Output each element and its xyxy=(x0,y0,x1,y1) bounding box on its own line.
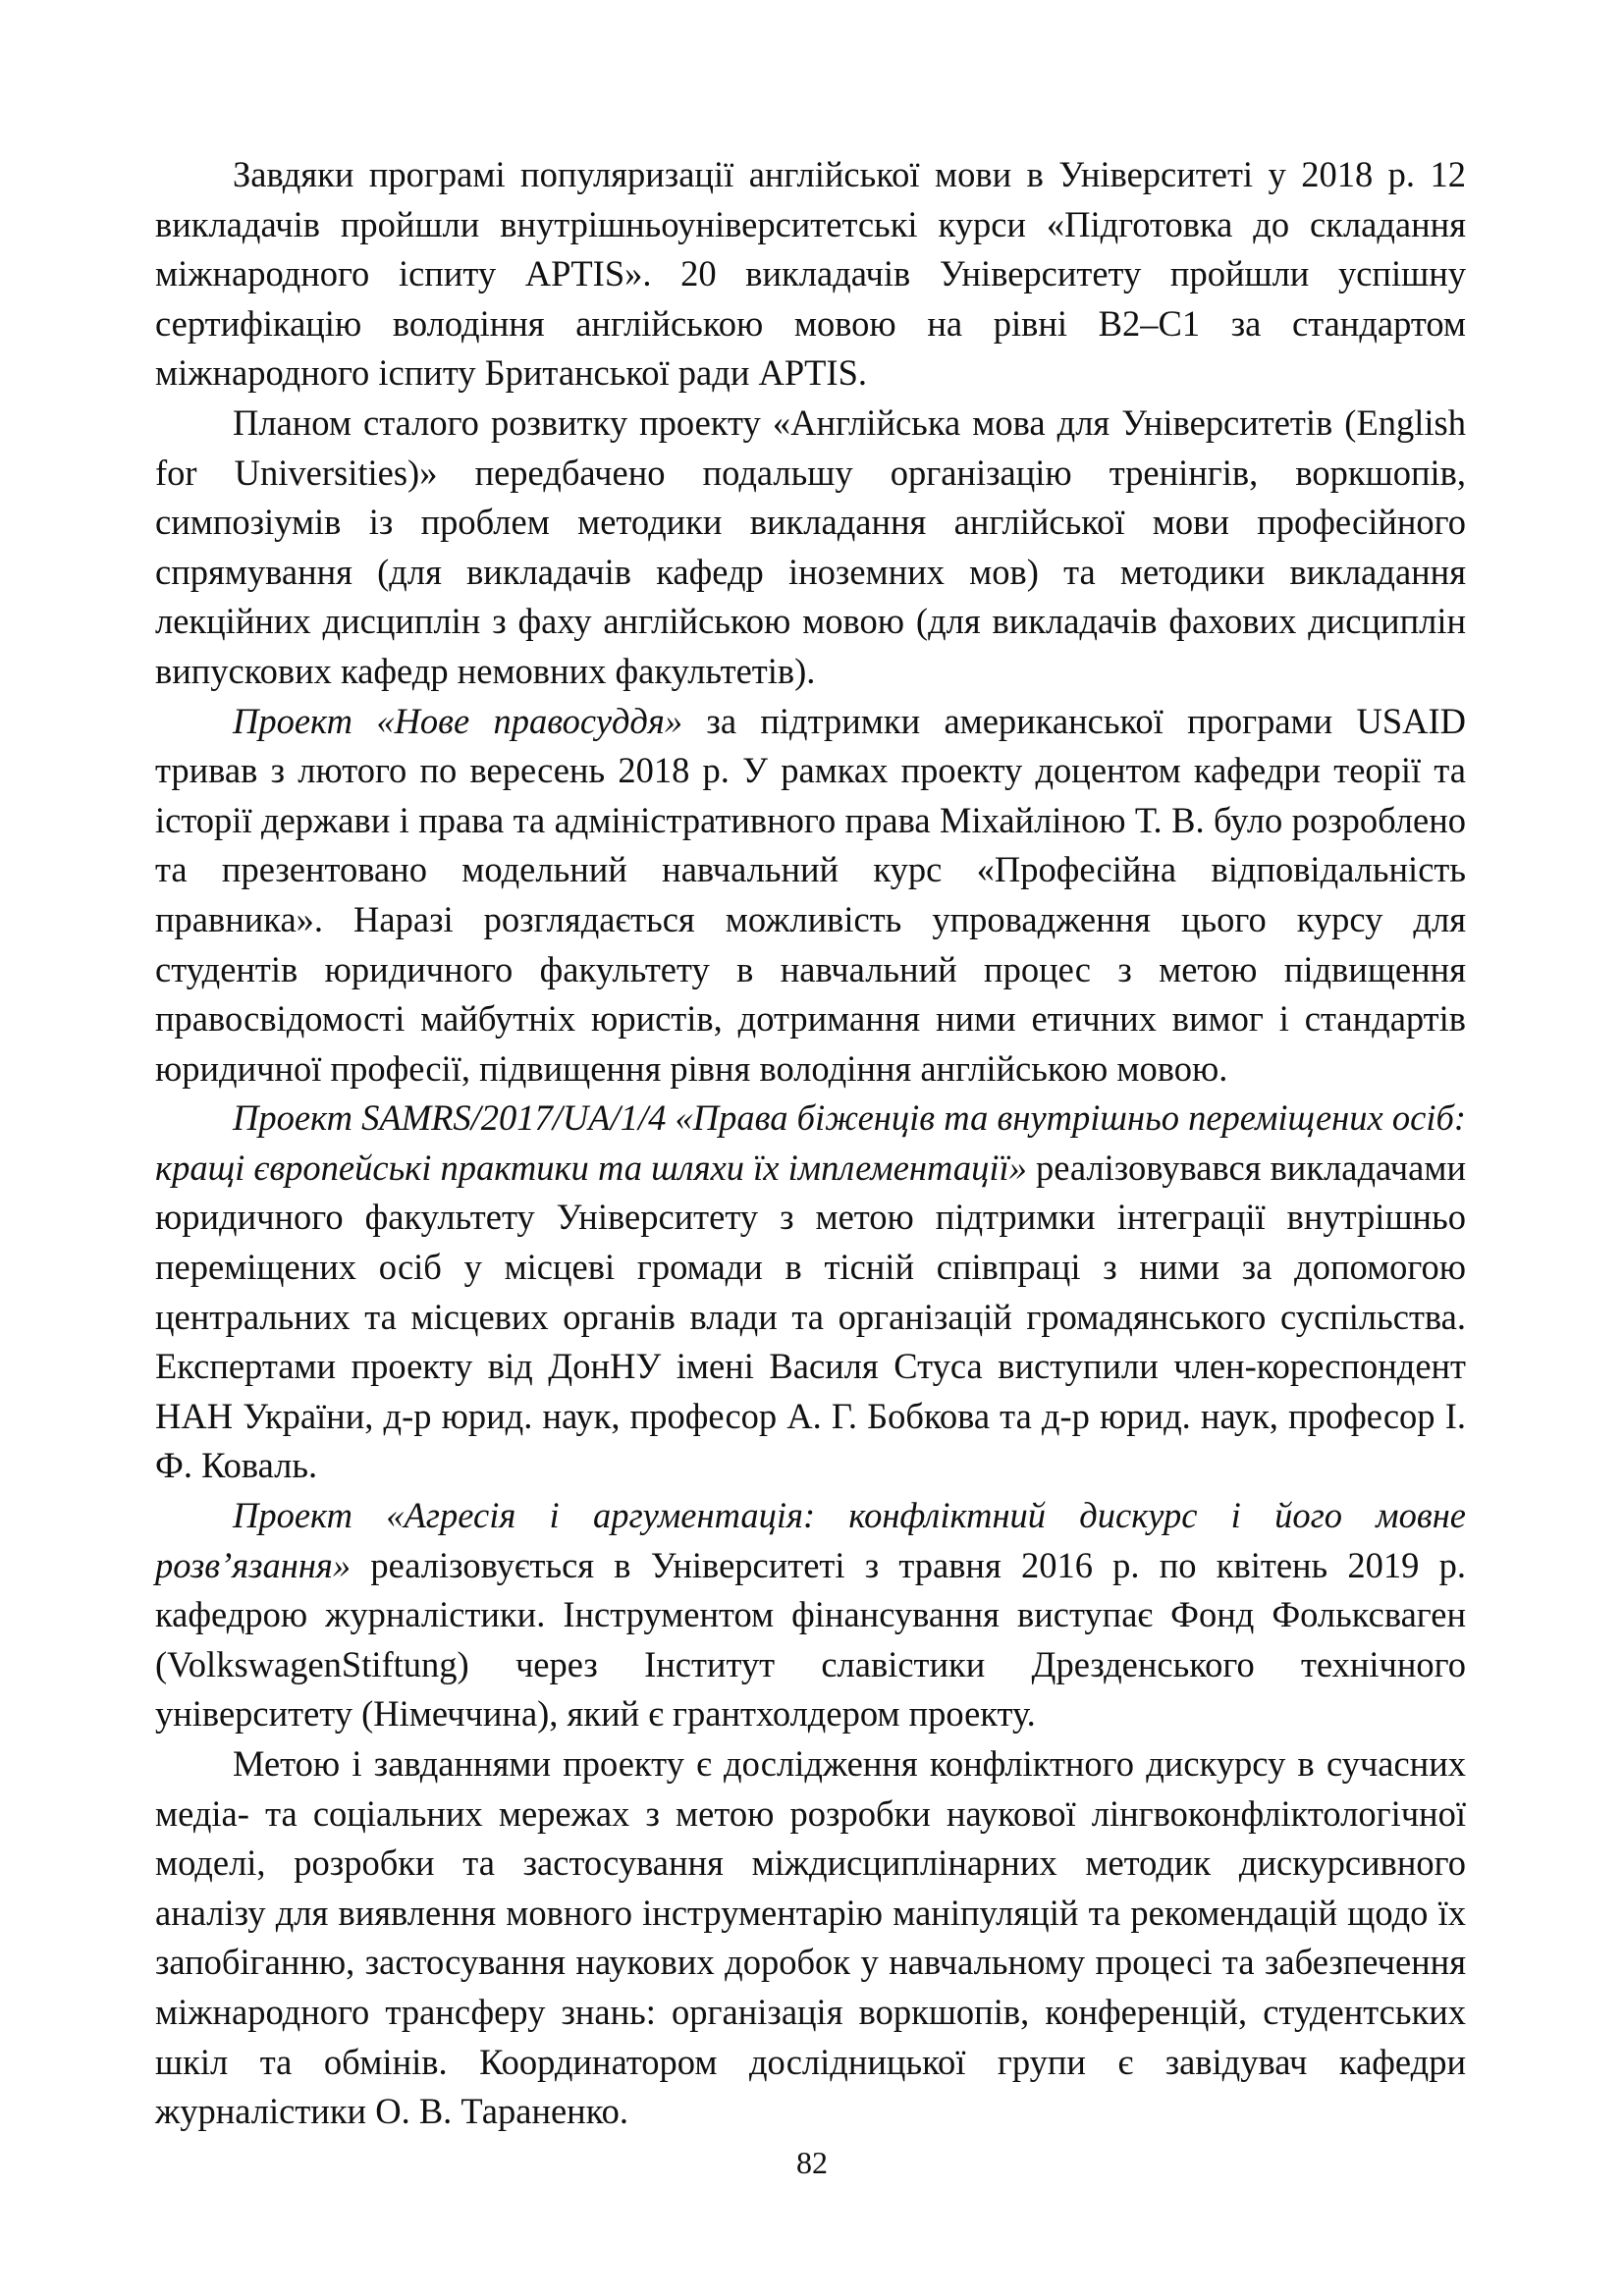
paragraph-text: Планом сталого розвитку проекту «Англійська мова для Університетів (English for Universities)» передбачено подальшу організацію тренінгів, воркшопів, симпозіумів із проблем методики викладання англійської мови професійного спрямування (для викладачів кафедр іноземних мов) та методики викладання лекційних дисциплін з фаху англійською мовою (для викладачів фахових дисциплін випускових кафедр немовних факультетів). xyxy=(155,401,1466,691)
paragraph-text: Метою і завданнями проекту є дослідження конфліктного дискурсу в сучасних медіа- та соціальних мережах з метою розробки наукової лінгвоконфліктологічної моделі, розробки та застосування міждисциплінарних методик дискурсивного аналізу для виявлення мовного інструментарію маніпуляцій та рекомендацій щодо їх запобіганню, застосування наукових доробок у навчальному процесі та забезпечення міжнародного трансферу знань: організація воркшопів, конференцій, студентських шкіл та обмінів. Координатором дослідницької групи є завідувач кафедри журналістики О. В. Тараненко. xyxy=(155,1743,1466,2132)
paragraph-text: реалізовувався викладачами юридичного факультету Університету з метою підтримки інтеграції внутрішньо переміщених осіб у місцеві громади в тісній співпраці з ними за допомогою центральних та місцевих органів влади та організацій громадянського суспільства. Експертами проекту від ДонНУ імені Василя Стуса виступили член-кореспондент НАН України, д-р юрид. наук, професор А. Г. Бобкова та д-р юрид. наук, професор І. Ф. Коваль. xyxy=(155,1147,1466,1486)
paragraph-aggression-argumentation xyxy=(155,1491,1466,1739)
paragraph-refugee-rights xyxy=(155,1094,1466,1491)
paragraph-sustainable-development xyxy=(155,399,1466,697)
page-number: 82 xyxy=(796,2145,828,2180)
paragraph-english-program xyxy=(155,150,1466,399)
paragraph-new-justice xyxy=(155,697,1466,1095)
paragraph-text: за підтримки американської програми USAID тривав з лютого по вересень 2018 р. У рамках проекту доцентом кафедри теорії та історії держави і права та адміністративного права Міхайліною Т. В. було розроблено та презентовано модельний навчальний курс «Професійна відповідальність правника». Наразі розглядається можливість упровадження цього курсу для студентів юридичного факультету в навчальний процес з метою підвищення правосвідомості майбутніх юристів, дотримання ними етичних вимог і стандартів юридичної професії, підвищення рівня володіння англійською мовою. xyxy=(155,700,1466,1089)
paragraph-text: Завдяки програмі популяризації англійської мови в Університеті у 2018 р. 12 викладачів пройшли внутрішньоуніверситетські курси «Підготовка до складання міжнародного іспиту APTIS». 20 викладачів Університету пройшли успішну сертифікацію володіння англійською мовою на рівні В2–С1 за стандартом міжнародного іспиту Британської ради APTIS. xyxy=(155,154,1466,394)
paragraph-text: реалізовується в Університеті з травня 2016 р. по квітень 2019 р. кафедрою журналістики. Інструментом фінансування виступає Фонд Фольксваген (VolkswagenStiftung) через Інститут славістики Дрезденського технічного університету (Німеччина), який є грантхолдером проекту. xyxy=(155,1544,1466,1735)
paragraph-italic-lead: Проект SAMRS/2017/UA/1/4 «Права біженців та внутрішньо переміщених осіб: кращі європейські практики та шляхи їх імплементації» xyxy=(155,1097,1466,1188)
paragraph-project-goals xyxy=(155,1739,1466,2137)
body-text xyxy=(155,150,1466,2137)
paragraph-italic-lead: Проект «Агресія і аргументація: конфліктний дискурс і його мовне розв’язання» xyxy=(155,1495,1466,1585)
paragraph-italic-lead: Проект «Нове правосуддя» xyxy=(233,700,683,741)
